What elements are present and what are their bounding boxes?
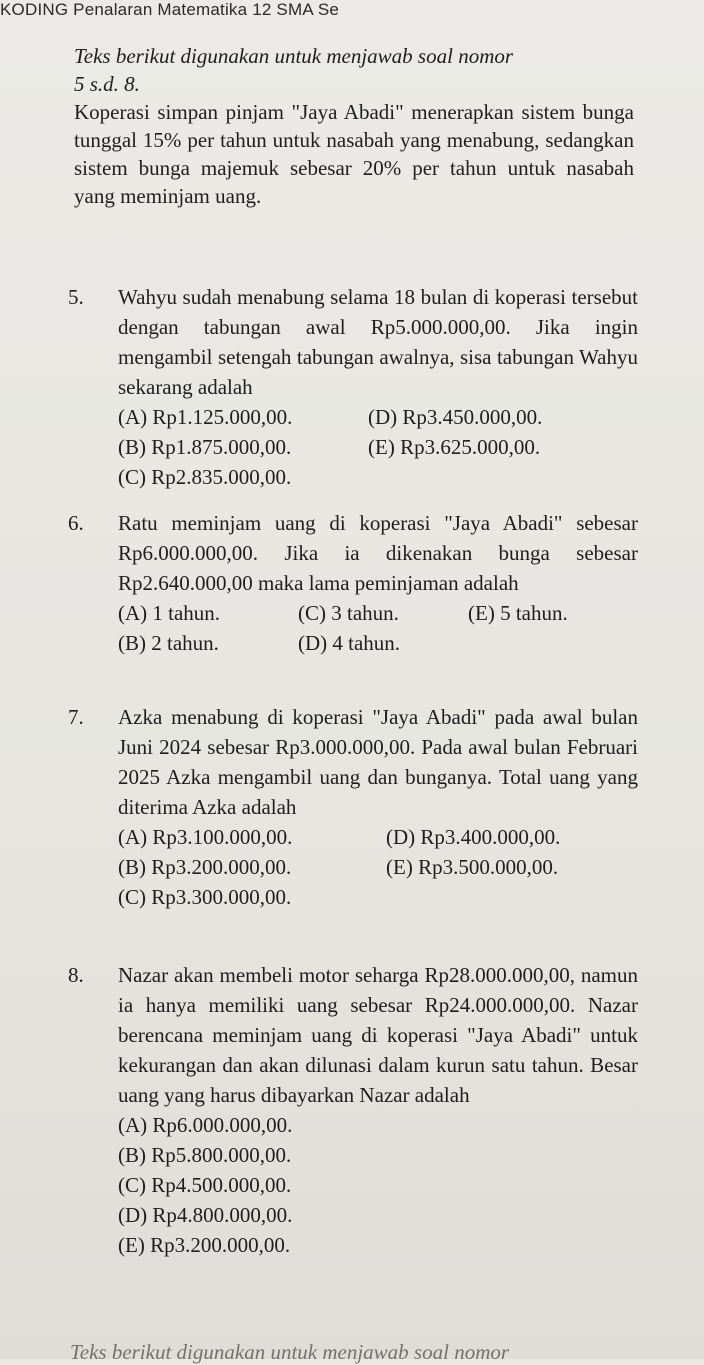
options — [118, 1110, 638, 1260]
question-6 — [68, 508, 638, 660]
option-e[interactable]: (E) 5 tahun. — [468, 601, 568, 625]
question-text: Nazar akan membeli motor seharga Rp28.000.000,00, namun ia hanya memiliki uang sebesar Rp24.000.000,00. Nazar berencana meminjam uang di koperasi "Jaya Abadi" untuk kekurangan dan akan dilunasi dalam kurun satu tahun. Besar uang yang harus dibayarkan Nazar adalah — [118, 963, 638, 1107]
option-b[interactable]: (B) Rp5.800.000,00. — [118, 1143, 292, 1167]
question-text: Wahyu sudah menabung selama 18 bulan di koperasi tersebut dengan tabungan awal Rp5.000.000,00. Jika ingin mengambil setengah tabungan awalnya, sisa tabungan Wahyu sekarang adalah — [118, 285, 638, 399]
option-b[interactable]: (B) Rp3.200.000,00. — [118, 855, 292, 879]
page-header: KODING Penalaran Matematika 12 SMA Se — [0, 0, 340, 19]
option-e[interactable]: (E) Rp3.500.000,00. — [386, 855, 559, 879]
question-text: Ratu meminjam uang di koperasi "Jaya Abadi" sebesar Rp6.000.000,00. Jika ia dikenakan bunga sebesar Rp2.640.000,00 maka lama peminjaman adalah — [118, 511, 638, 595]
option-c[interactable]: (C) 3 tahun. — [298, 601, 399, 625]
options — [118, 402, 638, 494]
question-7 — [68, 702, 638, 914]
options — [118, 822, 638, 914]
intro-lead: Teks berikut digunakan untuk menjawab soal nomor — [74, 44, 514, 68]
option-b[interactable]: (B) Rp1.875.000,00. — [118, 435, 292, 459]
option-c[interactable]: (C) Rp4.500.000,00. — [118, 1173, 292, 1197]
option-a[interactable]: (A) 1 tahun. — [118, 601, 221, 625]
option-d[interactable]: (D) 4 tahun. — [298, 631, 401, 655]
footer-text: Teks berikut digunakan untuk menjawab soal nomor — [70, 1340, 510, 1364]
options — [118, 598, 638, 660]
option-e[interactable]: (E) Rp3.625.000,00. — [368, 435, 541, 459]
question-number: 5. — [68, 285, 84, 309]
option-d[interactable]: (D) Rp4.800.000,00. — [118, 1203, 293, 1227]
intro-paragraph: Koperasi simpan pinjam "Jaya Abadi" menerapkan sistem bunga tunggal 15% per tahun untuk nasabah yang menabung, sedangkan sistem bunga majemuk sebesar 20% per tahun untuk nasabah yang meminjam uang. — [74, 100, 634, 208]
intro-range: 5 s.d. 8. — [74, 72, 140, 96]
option-c[interactable]: (C) Rp2.835.000,00. — [118, 465, 292, 489]
question-number: 8. — [68, 963, 84, 987]
intro-text — [74, 42, 634, 210]
option-c[interactable]: (C) Rp3.300.000,00. — [118, 885, 292, 909]
option-e[interactable]: (E) Rp3.200.000,00. — [118, 1233, 291, 1257]
option-d[interactable]: (D) Rp3.450.000,00. — [368, 405, 543, 429]
question-text: Azka menabung di koperasi "Jaya Abadi" pada awal bulan Juni 2024 sebesar Rp3.000.000,00. Pada awal bulan Februari 2025 Azka mengambil uang dan bunganya. Total uang yang diterima Azka adalah — [118, 705, 638, 819]
option-a[interactable]: (A) Rp6.000.000,00. — [118, 1113, 293, 1137]
question-5 — [68, 282, 638, 494]
question-number: 6. — [68, 511, 84, 535]
question-8 — [68, 960, 638, 1260]
option-d[interactable]: (D) Rp3.400.000,00. — [386, 825, 561, 849]
option-a[interactable]: (A) Rp1.125.000,00. — [118, 405, 293, 429]
option-b[interactable]: (B) 2 tahun. — [118, 631, 219, 655]
question-number: 7. — [68, 705, 84, 729]
option-a[interactable]: (A) Rp3.100.000,00. — [118, 825, 293, 849]
